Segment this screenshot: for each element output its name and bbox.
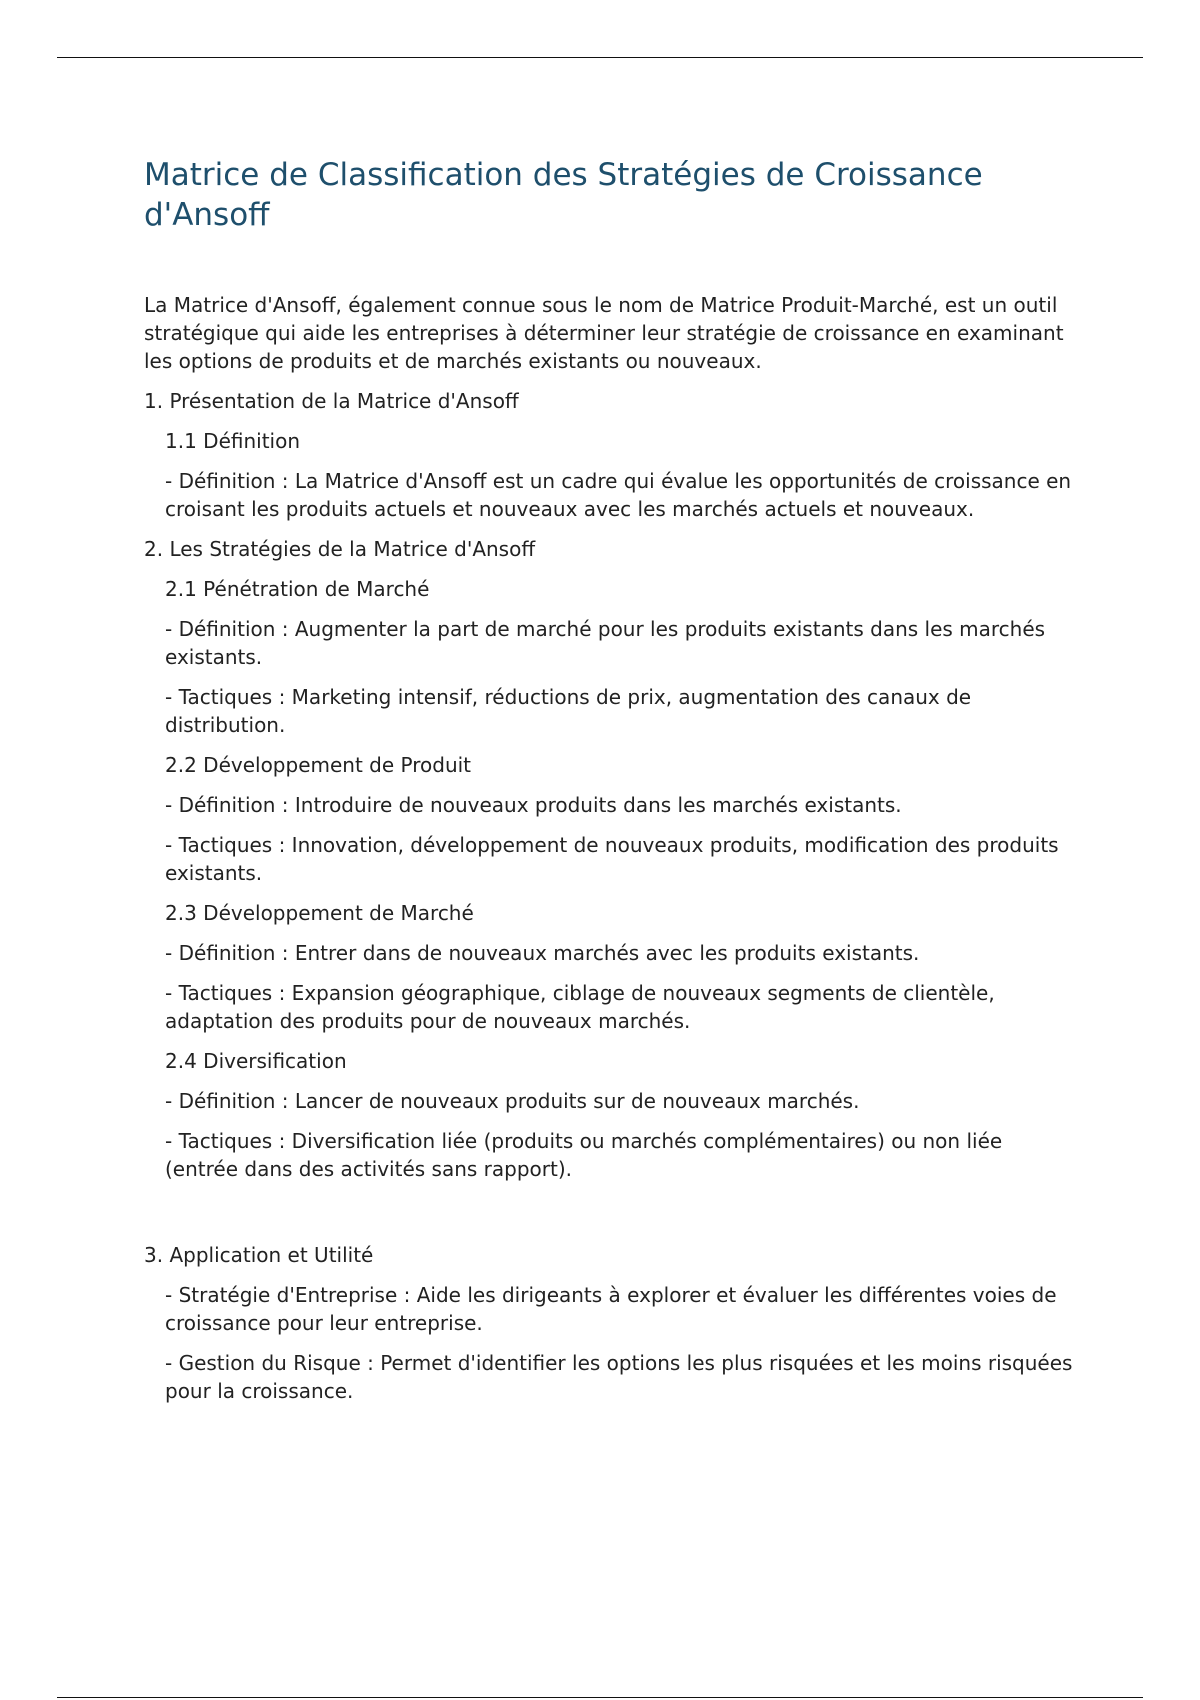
section-2-2-tactics: - Tactiques : Innovation, développement de nouveaux produits, modification des produits existants. <box>165 833 1059 885</box>
section-2-heading: 2. Les Stratégies de la Matrice d'Ansoff <box>144 537 536 561</box>
section-3-heading: 3. Application et Utilité <box>144 1243 374 1267</box>
section-2-3-heading: 2.3 Développement de Marché <box>165 901 474 925</box>
section-2-2-heading: 2.2 Développement de Produit <box>165 753 472 777</box>
section-2-1-heading: 2.1 Pénétration de Marché <box>165 577 430 601</box>
section-2-4-tactics: - Tactiques : Diversification liée (produits ou marchés complémentaires) ou non liée (entrée dans des activités sans rapport). <box>165 1129 1003 1181</box>
document-body <box>144 155 1074 1405</box>
section-3-strategy: - Stratégie d'Entreprise : Aide les dirigeants à explorer et évaluer les différentes voies de croissance pour leur entreprise. <box>165 1283 1057 1335</box>
section-2-3-tactics: - Tactiques : Expansion géographique, ciblage de nouveaux segments de clientèle, adaptation des produits pour de nouveaux marchés. <box>165 981 995 1033</box>
top-divider <box>57 57 1143 58</box>
document-title: Matrice de Classification des Stratégies de Croissance d'Ansoff <box>144 157 983 233</box>
section-2-4-heading: 2.4 Diversification <box>165 1049 347 1073</box>
section-2-2-definition: - Définition : Introduire de nouveaux produits dans les marchés existants. <box>165 793 902 817</box>
section-2-1-tactics: - Tactiques : Marketing intensif, réductions de prix, augmentation des canaux de distribution. <box>165 685 972 737</box>
section-1-1-heading: 1.1 Définition <box>165 429 301 453</box>
bottom-divider <box>57 1697 1143 1698</box>
section-2-3-definition: - Définition : Entrer dans de nouveaux marchés avec les produits existants. <box>165 941 920 965</box>
intro-paragraph: La Matrice d'Ansoff, également connue sous le nom de Matrice Produit-Marché, est un outil stratégique qui aide les entreprises à déterminer leur stratégie de croissance en examinant les options de produits et de marchés existants ou nouveaux. <box>144 293 1064 373</box>
section-1-heading: 1. Présentation de la Matrice d'Ansoff <box>144 389 519 413</box>
section-2-1-definition: - Définition : Augmenter la part de marché pour les produits existants dans les marchés existants. <box>165 617 1046 669</box>
section-3-risk: - Gestion du Risque : Permet d'identifier les options les plus risquées et les moins risquées pour la croissance. <box>165 1351 1073 1403</box>
section-1-1-definition: - Définition : La Matrice d'Ansoff est un cadre qui évalue les opportunités de croissance en croisant les produits actuels et nouveaux avec les marchés actuels et nouveaux. <box>165 469 1072 521</box>
section-2-4-definition: - Définition : Lancer de nouveaux produits sur de nouveaux marchés. <box>165 1089 860 1113</box>
